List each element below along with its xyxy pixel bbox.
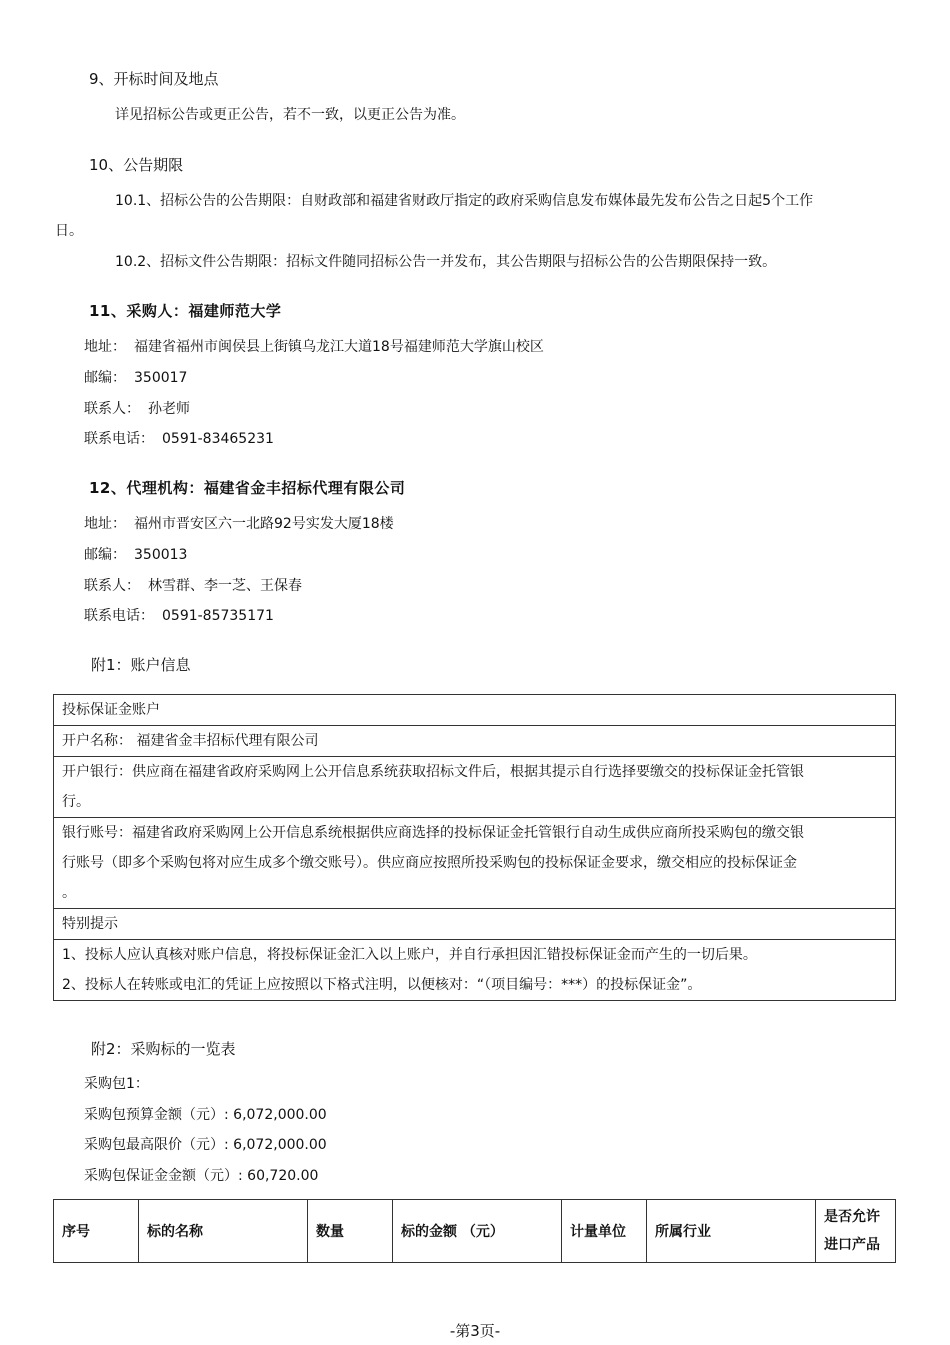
phone-label: 联系电话： (84, 608, 154, 624)
bank-line: 行。 (62, 794, 90, 810)
table-row (54, 940, 896, 1001)
table-cell (54, 818, 896, 909)
account-number-line: 行账号（即多个采购包将对应生成多个缴交账号）。供应商应按照所投采购包的投标保证金要求，缴交相应的投标保证金 (62, 855, 797, 871)
col-header: 数量 (308, 1200, 393, 1263)
address-value: 福州市晋安区六一北路92号实发大厦18楼 (134, 516, 394, 532)
col-header: 计量单位 (562, 1200, 647, 1263)
account-number-line: 银行账号：福建省政府采购网上公开信息系统根据供应商选择的投标保证金托管银行自动生成供应商所投采购包的缴交银 (62, 825, 804, 841)
address-value: 福建省福州市闽侯县上街镇乌龙江大道18号福建师范大学旗山校区 (134, 339, 544, 355)
purchaser-contact (84, 398, 190, 418)
col-header: 标的金额 （元） (393, 1200, 562, 1263)
package-deposit: 采购包保证金金额（元）: 60,720.00 (84, 1168, 319, 1184)
address-label: 地址： (84, 516, 126, 532)
purchaser-address (84, 336, 544, 356)
col-header-line: 是否允许 (824, 1209, 880, 1225)
table-row (54, 726, 896, 757)
postcode-value: 350013 (134, 547, 188, 563)
appendix-2-title: 附2：采购标的一览表 (91, 1040, 236, 1058)
table-header-row (54, 1200, 896, 1263)
account-name: 开户名称： 福建省金丰招标代理有限公司 (62, 733, 319, 749)
col-header: 标的名称 (139, 1200, 308, 1263)
phone-value: 0591-83465231 (162, 431, 274, 447)
table-cell (54, 695, 896, 726)
table-cell (54, 909, 896, 940)
agency-contact (84, 575, 302, 595)
appendix-1-title: 附1：账户信息 (91, 656, 191, 674)
account-number-line: 。 (62, 885, 76, 901)
purchaser-postcode (84, 367, 187, 387)
contact-label: 联系人： (84, 578, 140, 594)
table-row (54, 909, 896, 940)
col-header: 所属行业 (647, 1200, 816, 1263)
section-10-title: 10、公告期限 (89, 156, 184, 174)
postcode-value: 350017 (134, 370, 188, 386)
notice-header: 特别提示 (62, 916, 118, 932)
contact-value: 孙老师 (148, 401, 190, 417)
section-10-1-line2: 日。 (55, 223, 83, 239)
agency-phone (84, 605, 274, 625)
table-row (54, 757, 896, 818)
agency-postcode (84, 544, 187, 564)
table-row (54, 818, 896, 909)
package-max-price: 采购包最高限价（元）: 6,072,000.00 (84, 1137, 327, 1153)
account-header: 投标保证金账户 (62, 702, 160, 718)
section-9-title: 9、开标时间及地点 (89, 70, 219, 88)
phone-value: 0591-85735171 (162, 608, 274, 624)
notice-item: 2、投标人在转账或电汇的凭证上应按照以下格式注明，以便核对：“（项目编号：***）的投标保证金”。 (62, 977, 702, 993)
col-header-line: 进口产品 (824, 1237, 880, 1253)
col-header: 序号 (54, 1200, 139, 1263)
package-label: 采购包1： (84, 1076, 149, 1092)
table-cell (54, 757, 896, 818)
contact-value: 林雪群、李一芝、王保春 (148, 578, 302, 594)
purchaser-phone (84, 428, 274, 448)
contact-label: 联系人： (84, 401, 140, 417)
bank-line: 开户银行：供应商在福建省政府采购网上公开信息系统获取招标文件后，根据其提示自行选择要缴交的投标保证金托管银 (62, 764, 804, 780)
page-number: -第3页- (449, 1322, 501, 1340)
notice-item: 1、投标人应认真核对账户信息，将投标保证金汇入以上账户，并自行承担因汇错投标保证金而产生的一切后果。 (62, 947, 757, 963)
section-11-title: 11、采购人：福建师范大学 (89, 302, 282, 320)
section-10-1-line1: 10.1、招标公告的公告期限：自财政部和福建省财政厅指定的政府采购信息发布媒体最先发布公告之日起5个工作 (115, 193, 814, 209)
postcode-label: 邮编： (84, 547, 126, 563)
account-info-table (53, 694, 896, 1001)
address-label: 地址： (84, 339, 126, 355)
package-budget: 采购包预算金额（元）: 6,072,000.00 (84, 1107, 327, 1123)
table-cell (54, 940, 896, 1001)
phone-label: 联系电话： (84, 431, 154, 447)
section-10-2: 10.2、招标文件公告期限：招标文件随同招标公告一并发布，其公告期限与招标公告的公告期限保持一致。 (115, 254, 777, 270)
section-12-title: 12、代理机构：福建省金丰招标代理有限公司 (89, 479, 406, 497)
table-cell (54, 726, 896, 757)
col-header (816, 1200, 896, 1263)
section-9-text: 详见招标公告或更正公告，若不一致，以更正公告为准。 (115, 107, 465, 123)
items-table (53, 1199, 896, 1263)
postcode-label: 邮编： (84, 370, 126, 386)
agency-address (84, 513, 394, 533)
table-row (54, 695, 896, 726)
